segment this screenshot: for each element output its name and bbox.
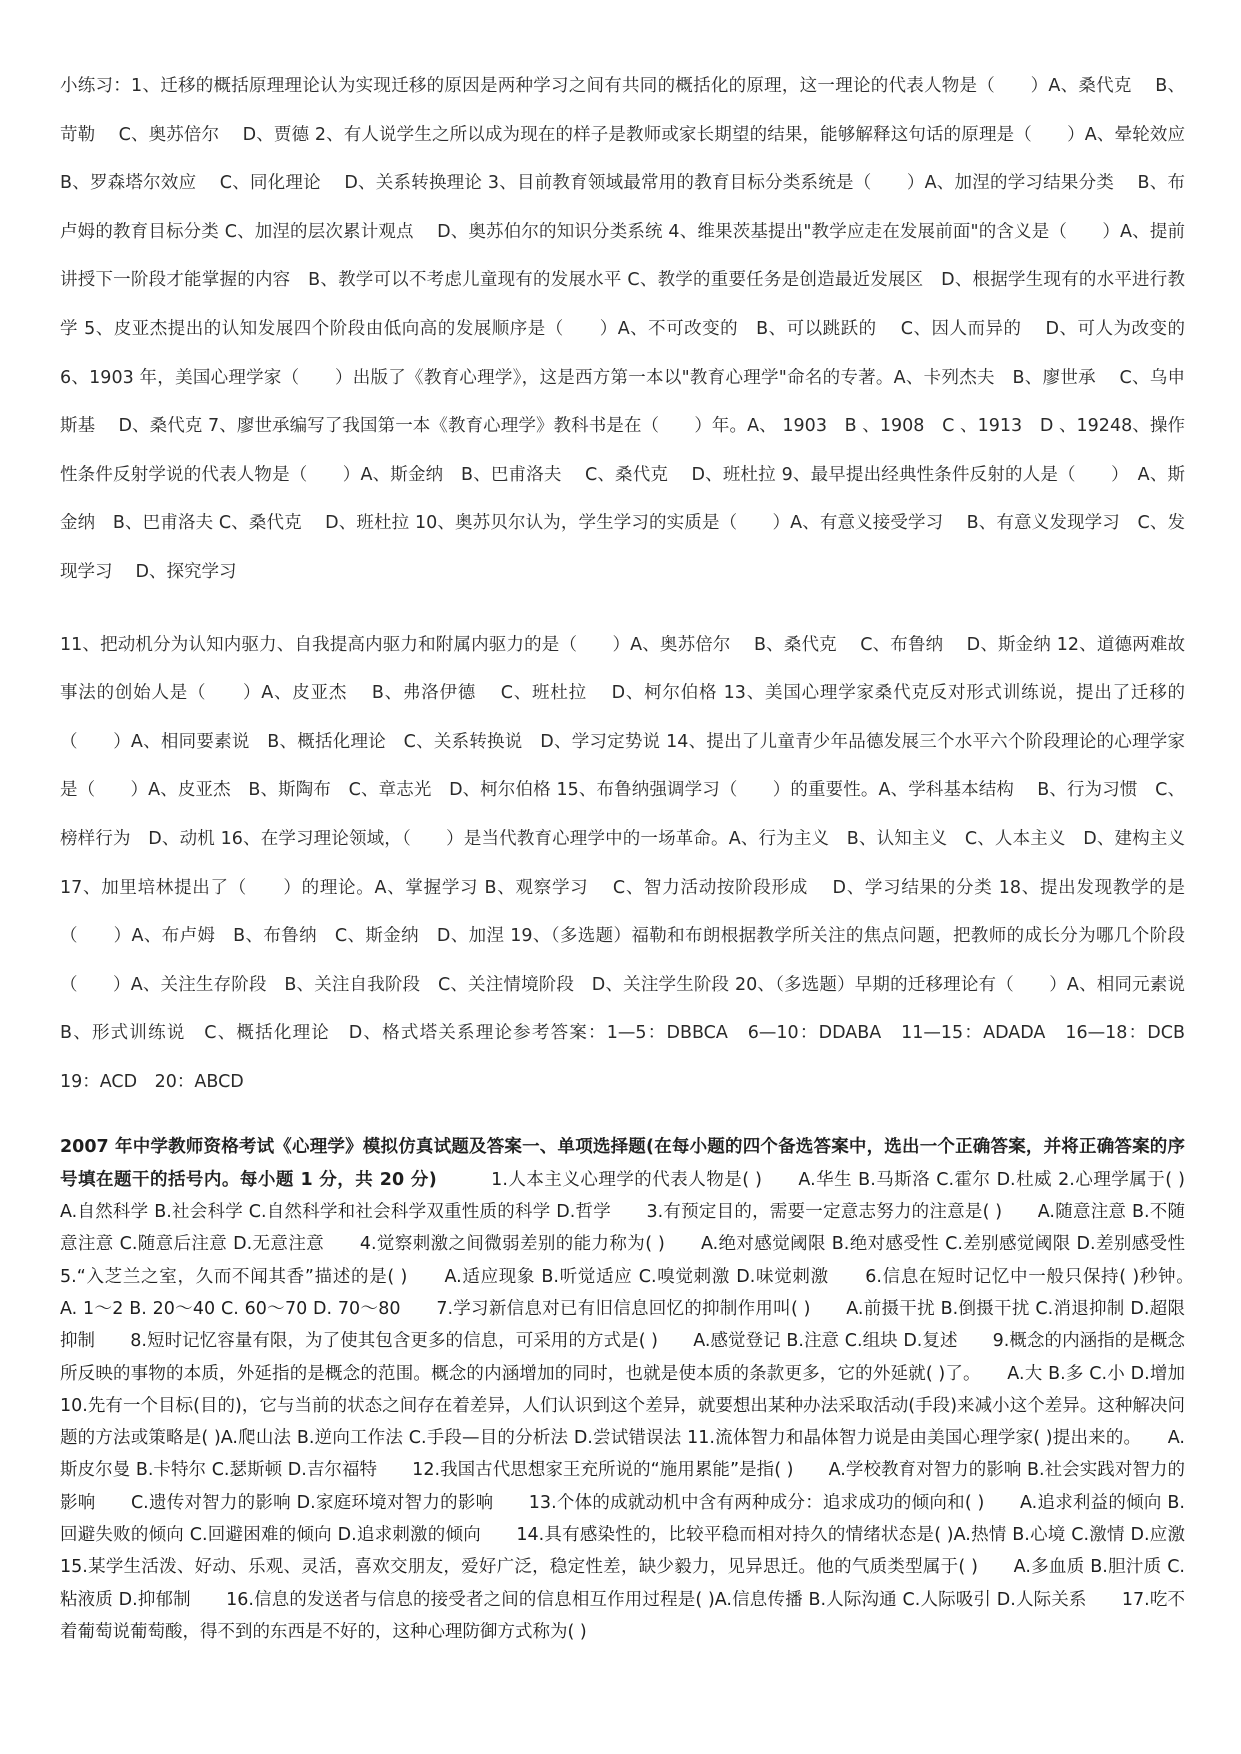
mock-exam-heading: 2007 年中学教师资格考试《心理学》模拟仿真试题及答案一、单项选择题(在每小题的四个备选答案中，选出一个正确答案，并将正确答案的序号填在题干的括号内。每小题 1 分，共 20 分) <box>60 1137 1185 1190</box>
practice-questions-1-10: 小练习：1、迁移的概括原理理论认为实现迁移的原因是两种学习之间有共同的概括化的原理，这一理论的代表人物是（ ）A、桑代克 B、苛勒 C、奥苏倍尔 D、贾德 2、有人说学生之所以成为现在的样子是教师或家长期望的结果，能够解释这句话的原理是（ ）A、晕轮效应 B、罗森塔尔效应 C、同化理论 D、关系转换理论 3、目前教育领域最常用的教育目标分类系统是（ ）A、加涅的学习结果分类 B、布卢姆的教育目标分类 C、加涅的层次累计观点 D、奥苏伯尔的知识分类系统 4、维果茨基提出"教学应走在发展前面"的含义是（ ）A、提前讲授下一阶段才能掌握的内容 B、教学可以不考虑儿童现有的发展水平 C、教学的重要任务是创造最近发展区 D、根据学生现有的水平进行教学 5、皮亚杰提出的认知发展四个阶段由低向高的发展顺序是（ ）A、不可改变的 B、可以跳跃的 C、因人而异的 D、可人为改变的 6、1903 年，美国心理学家（ ）出版了《教育心理学》，这是西方第一本以"教育心理学"命名的专著。A、卡列杰夫 B、廖世承 C、乌申斯基 D、桑代克 7、廖世承编写了我国第一本《教育心理学》教科书是在（ ）年。A、 1903 B 、1908 C 、1913 D 、19248、操作性条件反射学说的代表人物是（ ）A、斯金纳 B、巴甫洛夫 C、桑代克 D、班杜拉 9、最早提出经典性条件反射的人是（ ） A、斯金纳 B、巴甫洛夫 C、桑代克 D、班杜拉 10、奥苏贝尔认为，学生学习的实质是（ ）A、有意义接受学习 B、有意义发现学习 C、发现学习 D、探究学习 <box>60 76 1209 582</box>
mock-exam-section <box>60 1131 1220 1648</box>
practice-questions-11-20-answers: 11、把动机分为认知内驱力、自我提高内驱力和附属内驱力的是（ ）A、奥苏倍尔 B、桑代克 C、布鲁纳 D、斯金纳 12、道德两难故事法的创始人是（ ）A、皮亚杰 B、弗洛伊德 C、班杜拉 D、柯尔伯格 13、美国心理学家桑代克反对形式训练说，提出了迁移的（ ）A、相同要素说 B、概括化理论 C、关系转换说 D、学习定势说 14、提出了儿童青少年品德发展三个水平六个阶段理论的心理学家是（ ）A、皮亚杰 B、斯陶布 C、章志光 D、柯尔伯格 15、布鲁纳强调学习（ ）的重要性。A、学科基本结构 B、行为习惯 C、榜样行为 D、动机 16、在学习理论领域，（ ）是当代教育心理学中的一场革命。A、行为主义 B、认知主义 C、人本主义 D、建构主义 17、加里培林提出了（ ）的理论。A、掌握学习 B、观察学习 C、智力活动按阶段形成 D、学习结果的分类 18、提出发现教学的是（ ）A、布卢姆 B、布鲁纳 C、斯金纳 D、加涅 19、（多选题）福勒和布朗根据教学所关注的焦点问题，把教师的成长分为哪几个阶段（ ）A、关注生存阶段 B、关注自我阶段 C、关注情境阶段 D、关注学生阶段 20、（多选题）早期的迁移理论有（ ）A、相同元素说 B、形式训练说 C、概括化理论 D、格式塔关系理论参考答案：1—5：DBBCA 6—10：DDABA 11—15：ADADA 16—18：DCB 19：ACD 20：ABCD <box>60 634 1209 1092</box>
mock-exam-questions: 1.人本主义心理学的代表人物是( ) A.华生 B.马斯洛 C.霍尔 D.杜威 2.心理学属于( ) A.自然科学 B.社会科学 C.自然科学和社会科学双重性质的科学 D.哲学 3.有预定目的，需要一定意志努力的注意是( ) A.随意注意 B.不随意注意 C.随意后注意 D.无意注意 4.觉察刺激之间微弱差别的能力称为( ) A.绝对感觉阈限 B.绝对感受性 C.差别感觉阈限 D.差别感受性 5.“入芝兰之室，久而不闻其香”描述的是( ) A.适应现象 B.听觉适应 C.嗅觉刺激 D.味觉刺激 6.信息在短时记忆中一般只保持( )秒钟。 A. 1～2 B. 20～40 C. 60～70 D. 70～80 7.学习新信息对已有旧信息回忆的抑制作用叫( ) A.前摄干扰 B.倒摄干扰 C.消退抑制 D.超限抑制 8.短时记忆容量有限，为了使其包含更多的信息，可采用的方式是( ) A.感觉登记 B.注意 C.组块 D.复述 9.概念的内涵指的是概念所反映的事物的本质，外延指的是概念的范围。概念的内涵增加的同时，也就是使本质的条款更多，它的外延就( )了。 A.大 B.多 C.小 D.增加 10.先有一个目标(目的)，它与当前的状态之间存在着差异，人们认识到这个差异，就要想出某种办法采取活动(手段)来减小这个差异。这种解决问题的方法或策略是( )A.爬山法 B.逆向工作法 C.手段—目的分析法 D.尝试错误法 11.流体智力和晶体智力说是由美国心理学家( )提出来的。 A.斯皮尔曼 B.卡特尔 C.瑟斯顿 D.吉尔福特 12.我国古代思想家王充所说的“施用累能”是指( ) A.学校教育对智力的影响 B.社会实践对智力的影响 C.遗传对智力的影响 D.家庭环境对智力的影响 13.个体的成就动机中含有两种成分：追求成功的倾向和( ) A.追求利益的倾向 B.回避失败的倾向 C.回避困难的倾向 D.追求刺激的倾向 14.具有感染性的，比较平稳而相对持久的情绪状态是( )A.热情 B.心境 C.激情 D.应激 15.某学生活泼、好动、乐观、灵活，喜欢交朋友，爱好广泛，稳定性差，缺少毅力，见异思迁。他的气质类型属于( ) A.多血质 B.胆汁质 C.粘液质 D.抑郁制 16.信息的发送者与信息的接受者之间的信息相互作用过程是( )A.信息传播 B.人际沟通 C.人际吸引 D.人际关系 17.吃不着葡萄说葡萄酸，得不到的东西是不好的，这种心理防御方式称为( ) <box>60 1169 1220 1642</box>
